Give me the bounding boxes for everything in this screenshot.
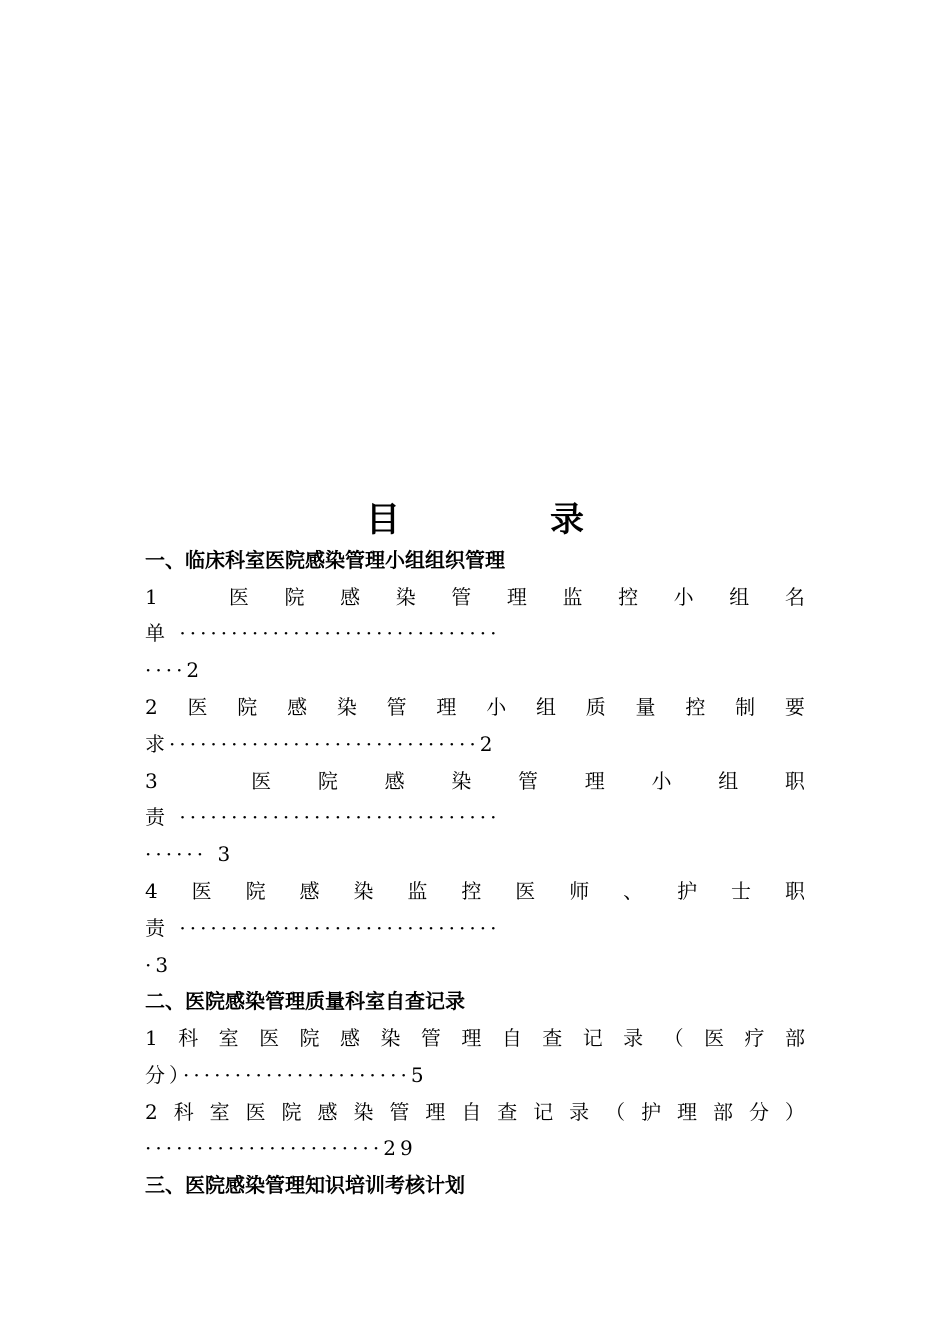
toc-entry-line: 责 ·······························: [145, 805, 501, 829]
toc-entry-line: 分）······················5: [145, 1063, 428, 1087]
toc-entry-line: ····2: [145, 658, 204, 682]
toc-entry-line: 3 医 院 感 染 管 理 小 组 职: [145, 769, 805, 793]
toc-title: 目 录: [366, 500, 642, 540]
toc-entry-line: 2 科 室 医 院 感 染 管 理 自 查 记 录 （ 护 理 部 分 ）: [145, 1100, 805, 1124]
toc-entry-line: ·······················29: [145, 1136, 417, 1160]
toc-entry-line: 1 科 室 医 院 感 染 管 理 自 查 记 录 （ 医 疗 部: [145, 1026, 805, 1050]
toc-entry-line: ·3: [145, 953, 173, 977]
toc-entry-line: ······ 3: [145, 842, 235, 866]
toc-entry-line: 2 医 院 感 染 管 理 小 组 质 量 控 制 要: [145, 695, 805, 719]
toc-entry-line: 求······························2: [145, 732, 497, 756]
toc-entry-line: 4 医 院 感 染 监 控 医 师 、 护 士 职: [145, 879, 805, 903]
toc-entry-line: 单 ·······························: [145, 621, 501, 645]
toc-entry-line: 责 ·······························: [145, 916, 501, 940]
section-heading: 二、医院感染管理质量科室自查记录: [145, 989, 465, 1013]
toc-entry-line: 1 医 院 感 染 管 理 监 控 小 组 名: [145, 585, 805, 609]
section-heading: 一、临床科室医院感染管理小组组织管理: [145, 548, 505, 572]
section-heading: 三、医院感染管理知识培训考核计划: [145, 1173, 465, 1197]
